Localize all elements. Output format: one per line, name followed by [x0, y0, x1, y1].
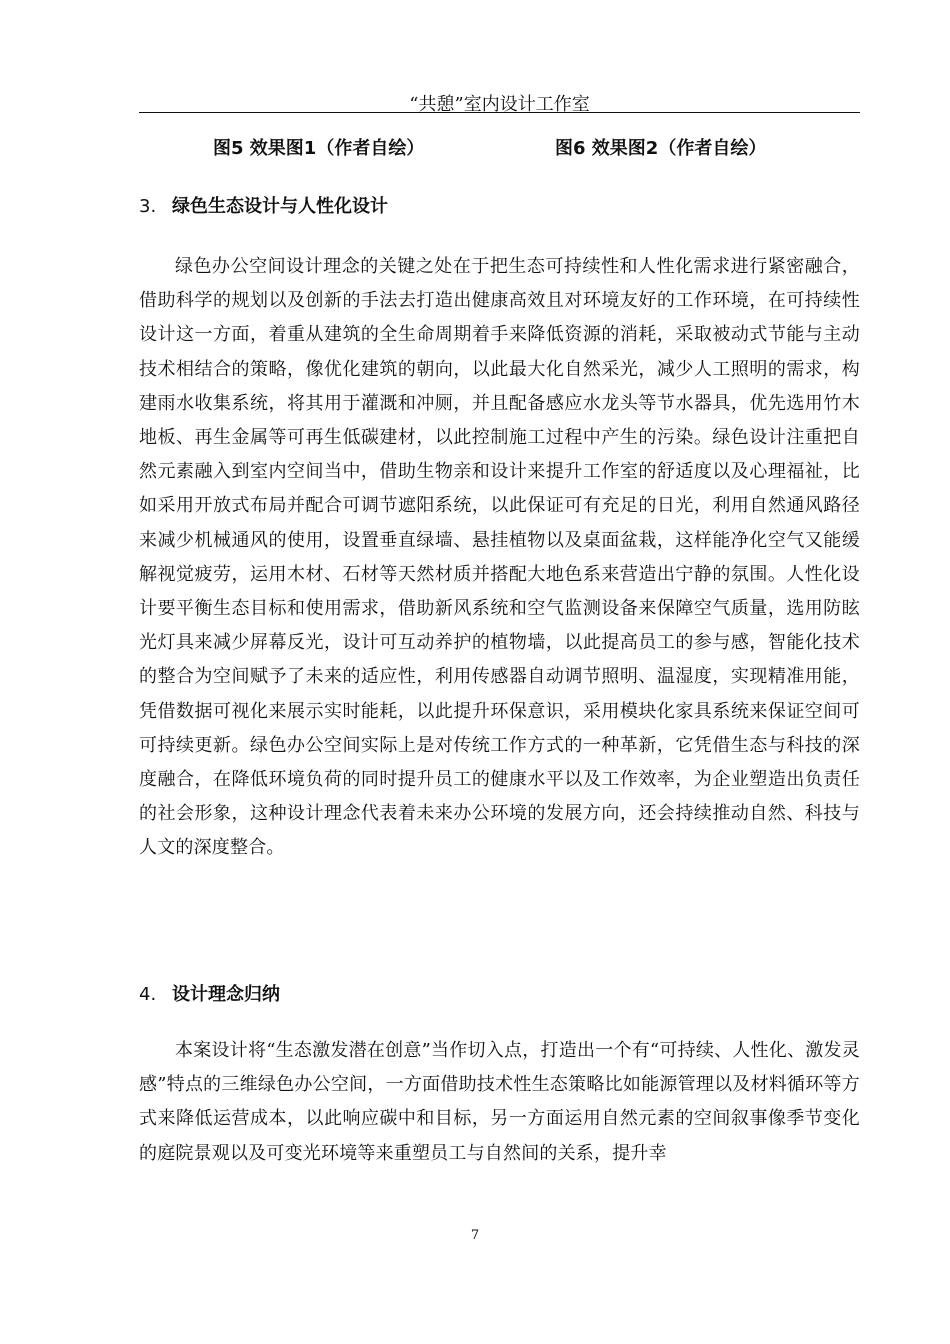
header-rule	[139, 112, 860, 113]
section-4-paragraph: 本案设计将“生态激发潜在创意”当作切入点，打造出一个有“可持续、人性化、激发灵感”特点的三维绿色办公空间，一方面借助技术性生态策略比如能源管理以及材料循环等方式来降低运营成本，以此响应碳中和目标，另一方面运用自然元素的空间叙事像季节变化的庭院景观以及可变光环境等来重塑员工与自然间的关系，提升幸	[139, 1040, 860, 1164]
running-header: “共憩”室内设计工作室	[409, 94, 590, 115]
section-4-title: 设计理念归纳	[172, 984, 280, 1005]
section-3-heading	[139, 194, 388, 220]
section-3-paragraph: 绿色办公空间设计理念的关键之处在于把生态可持续性和人性化需求进行紧密融合，借助科学的规划以及创新的手法去打造出健康高效且对环境友好的工作环境，在可持续性设计这一方面，着重从建筑的全生命周期着手来降低资源的消耗，采取被动式节能与主动技术相结合的策略，像优化建筑的朝向，以此最大化自然采光，减少人工照明的需求，构建雨水收集系统，将其用于灌溉和冲厕，并且配备感应水龙头等节水器具，优先选用竹木地板、再生金属等可再生低碳建材，以此控制施工过程中产生的污染。绿色设计注重把自然元素融入到室内空间当中，借助生物亲和设计来提升工作室的舒适度以及心理福祉，比如采用开放式布局并配合可调节遮阳系统，以此保证可有充足的日光，利用自然通风路径来减少机械通风的使用，设置垂直绿墙、悬挂植物以及桌面盆栽，这样能净化空气又能缓解视觉疲劳，运用木材、石材等天然材质并搭配大地色系来营造出宁静的氛围。人性化设计要平衡生态目标和使用需求，借助新风系统和空气监测设备来保障空气质量，选用防眩光灯具来减少屏幕反光，设计可互动养护的植物墙，以此提高员工的参与感，智能化技术的整合为空间赋予了未来的适应性，利用传感器自动调节照明、温湿度，实现精准用能，凭借数据可视化来展示实时能耗，以此提升环保意识，采用模块化家具系统来保证空间可可持续更新。绿色办公空间实际上是对传统工作方式的一种革新，它凭借生态与科技的深度融合，在降低环境负荷的同时提升员工的健康水平以及工作效率，为企业塑造出负责任的社会形象，这种设计理念代表着未来办公环境的发展方向，还会持续推动自然、科技与人文的深度整合。	[139, 256, 860, 859]
figure-5-caption: 图5 效果图1（作者自绘）	[213, 138, 425, 159]
section-4-heading	[139, 982, 280, 1008]
section-3-number: 3.	[139, 196, 157, 217]
section-3-title: 绿色生态设计与人性化设计	[172, 196, 388, 217]
section-4-number: 4.	[139, 984, 157, 1005]
figure-6-caption: 图6 效果图2（作者自绘）	[555, 138, 767, 159]
page-number: 7	[470, 1228, 480, 1243]
